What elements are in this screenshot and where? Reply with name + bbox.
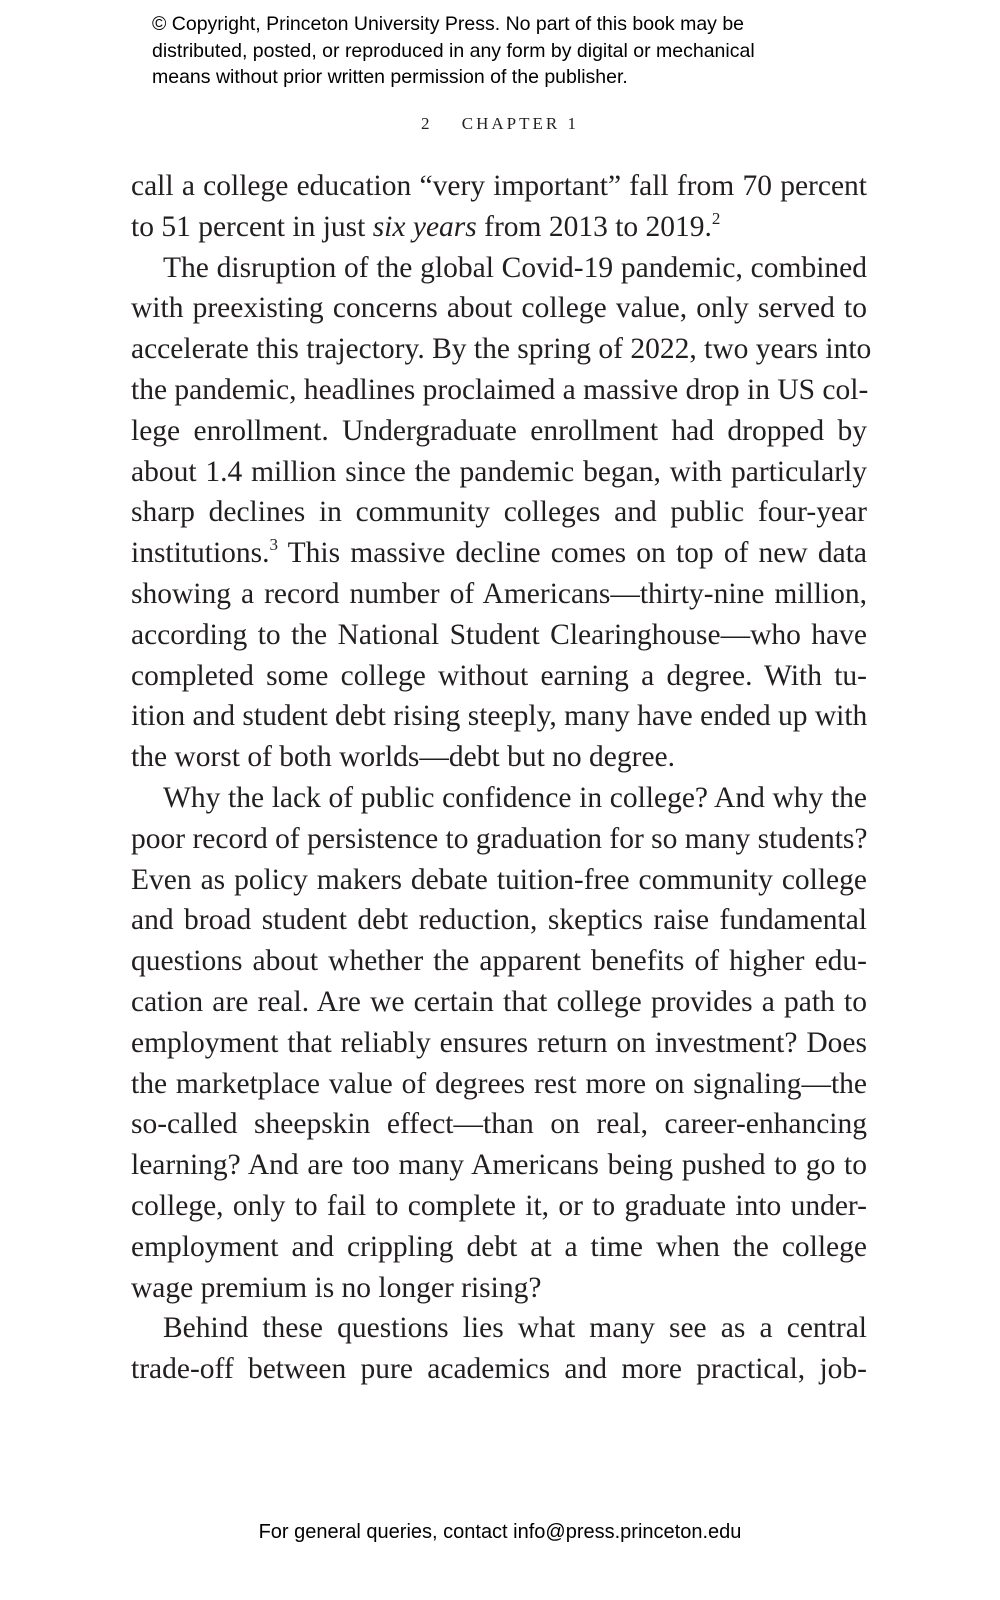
text-line: poor record of persistence to graduation for so many students? xyxy=(131,822,868,855)
text-line: showing a record number of Americans—thirty-nine million, xyxy=(131,577,867,610)
paragraph-start-line: The disruption of the global Covid-19 pandemic, combined xyxy=(163,251,867,284)
text-line xyxy=(131,207,867,248)
text-line: cation are real. Are we certain that college provides a path to xyxy=(131,985,867,1018)
text-line: trade-off between pure academics and more practical, job- xyxy=(131,1353,867,1386)
text-line: call a college education “very important” fall from 70 percent xyxy=(131,170,867,202)
text-line: completed some college without earning a degree. With tu- xyxy=(131,659,867,692)
text-line: and broad student debt reduction, skeptics raise fundamental xyxy=(131,904,867,937)
copyright-line: © Copyright, Princeton University Press. No part of this book may be xyxy=(152,13,745,35)
footer-contact: For general queries, contact info@press.princeton.edu xyxy=(258,1521,742,1543)
text-line: with preexisting concerns about college value, only served to xyxy=(131,292,867,325)
chapter-label: CHAPTER 1 xyxy=(461,114,579,133)
copyright-line: means without prior written permission of the publisher. xyxy=(152,66,628,88)
copyright-line: distributed, posted, or reproduced in any form by digital or mechanical xyxy=(152,39,755,62)
text-line: according to the National Student Clearinghouse—who have xyxy=(131,618,867,651)
text-line: accelerate this trajectory. By the spring of 2022, two years into xyxy=(131,333,872,366)
running-head xyxy=(0,114,1000,134)
text-line: ition and student debt rising steeply, many have ended up with xyxy=(131,700,868,733)
text-line xyxy=(131,533,867,574)
text-line: so-called sheepskin effect—than on real, career-enhancing xyxy=(131,1108,867,1141)
text-line: the marketplace value of degrees rest more on signaling—the xyxy=(131,1067,867,1100)
text-line: lege enrollment. Undergraduate enrollment had dropped by xyxy=(131,414,867,447)
text-line: wage premium is no longer rising? xyxy=(131,1271,542,1304)
text-line: sharp declines in community colleges and public four-year xyxy=(131,496,867,529)
text-line: questions about whether the apparent benefits of higher edu- xyxy=(131,945,867,978)
text-line: employment that reliably ensures return on investment? Does xyxy=(131,1026,867,1059)
text-line: college, only to fail to complete it, or to graduate into under- xyxy=(131,1189,867,1222)
text-line: the worst of both worlds—debt but no degree. xyxy=(131,741,676,774)
text-line: the pandemic, headlines proclaimed a massive drop in US col- xyxy=(131,373,869,406)
text-line: Even as policy makers debate tuition-free community college xyxy=(131,863,867,896)
text-run: This massive decline comes on top of new data xyxy=(278,537,867,570)
page-number: 2 xyxy=(421,114,433,133)
text-line: about 1.4 million since the pandemic began, with particularly xyxy=(131,455,867,488)
emphasis: six years xyxy=(372,210,477,243)
text-line: employment and crippling debt at a time when the college xyxy=(131,1230,867,1263)
paragraph-start-line: Why the lack of public confidence in college? And why the xyxy=(163,781,867,814)
text-run: to 51 percent in just xyxy=(131,210,373,243)
copyright-notice xyxy=(152,11,872,91)
footnote-marker[interactable]: 2 xyxy=(711,208,721,228)
text-run: institutions. xyxy=(131,537,270,570)
paragraph-start-line: Behind these questions lies what many see as a central xyxy=(163,1312,867,1345)
body-text xyxy=(131,166,872,1390)
footnote-marker[interactable]: 3 xyxy=(269,535,279,555)
text-run: from 2013 to 2019. xyxy=(476,210,712,243)
text-line: learning? And are too many Americans being pushed to go to xyxy=(131,1149,867,1182)
